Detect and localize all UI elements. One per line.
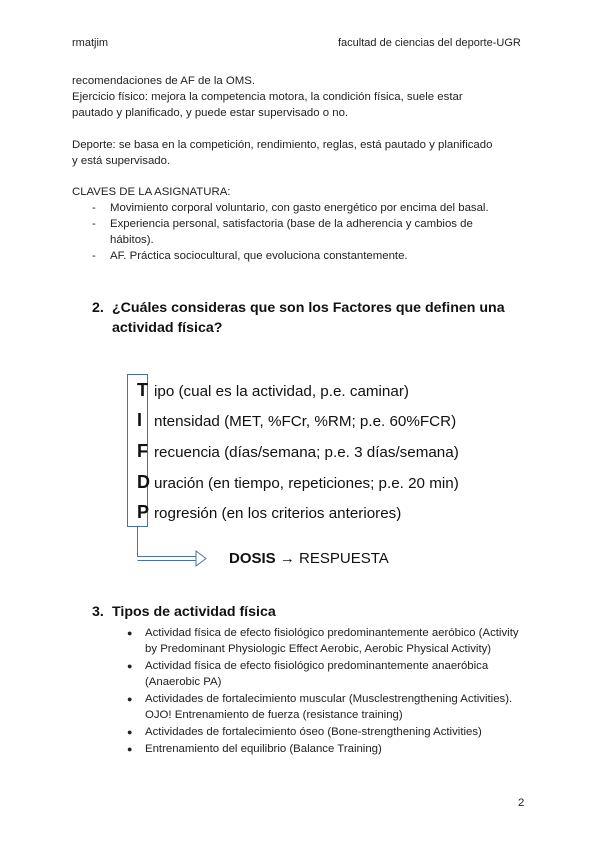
claves-title: CLAVES DE LA ASIGNATURA:	[72, 186, 231, 198]
section2-title-line2: actividad física?	[112, 320, 223, 336]
section2-title-line1: ¿Cuáles consideras que son los Factores que definen una	[112, 300, 505, 316]
list-item	[127, 724, 527, 740]
list-item	[92, 200, 532, 216]
factor-letter: I	[137, 410, 143, 430]
activity-types-list	[127, 625, 527, 758]
section3-number: 3.	[92, 604, 104, 620]
list-item-text: Experiencia personal, satisfactoria (base de la adherencia y cambios de hábitos).	[110, 218, 473, 246]
factor-letter: D	[137, 472, 150, 492]
factor-letter: F	[137, 441, 148, 461]
bullet-icon: ●	[127, 628, 133, 638]
header-faculty: facultad de ciencias del deporte-UGR	[338, 37, 521, 49]
intro-line: Ejercicio físico: mejora la competencia motora, la condición física, suele estar	[72, 91, 463, 103]
factor-row-frecuencia	[137, 441, 459, 463]
arrow-right-icon: →	[279, 550, 295, 567]
page-number: 2	[518, 797, 525, 809]
list-item-text: Actividad física de efecto fisiológico predominantemente anaeróbica (Anaerobic PA)	[145, 660, 489, 688]
dosis-respuesta	[229, 549, 389, 569]
section2-heading	[92, 298, 532, 338]
bullet-icon: ●	[127, 694, 133, 704]
factor-text: rogresión (en los criterios anteriores)	[154, 505, 402, 522]
header-author: rmatjim	[72, 37, 109, 49]
deporte-paragraph	[72, 137, 532, 169]
section2-number: 2.	[92, 300, 104, 316]
bullet-icon: ●	[127, 661, 133, 671]
section3-heading	[92, 602, 532, 622]
intro-line: recomendaciones de AF de la OMS.	[72, 75, 255, 87]
factor-row-intensidad	[137, 410, 456, 432]
factor-text: ipo (cual es la actividad, p.e. caminar)	[154, 383, 409, 400]
bullet-icon: ●	[127, 727, 133, 737]
list-item	[127, 691, 527, 723]
list-item-text: Actividades de fortalecimiento óseo (Bone-strengthening Activities)	[145, 726, 482, 738]
dash-marker: -	[92, 202, 96, 214]
section3-title: Tipos de actividad física	[112, 604, 276, 620]
factor-text: ntensidad (MET, %FCr, %RM; p.e. 60%FCR)	[154, 413, 457, 430]
deporte-line: y está supervisado.	[72, 155, 171, 167]
dash-marker: -	[92, 250, 96, 262]
list-item	[92, 216, 532, 248]
list-item	[127, 741, 527, 757]
factor-text: recuencia (días/semana; p.e. 3 días/semana)	[154, 444, 459, 461]
factor-letter: P	[137, 502, 150, 522]
list-item-text: Actividades de fortalecimiento muscular (Musclestrengthening Activities). OJO! Entrenamiento de fuerza (resistance training)	[145, 693, 513, 721]
list-item-text: AF. Práctica sociocultural, que evoluciona constantemente.	[110, 250, 408, 262]
factor-row-tipo	[137, 380, 409, 402]
dash-marker: -	[92, 218, 96, 230]
factor-row-progresion	[137, 502, 401, 524]
list-item-text: Actividad física de efecto fisiológico predominantemente aeróbico (Activity by Predominant Physiologic Effect Aerobic, Aerobic Physical Activity)	[145, 627, 519, 655]
factor-row-duracion	[137, 472, 459, 494]
deporte-line: Deporte: se basa en la competición, rendimiento, reglas, está pautado y planificado	[72, 139, 493, 151]
list-item-text: Movimiento corporal voluntario, con gasto energético por encima del basal.	[110, 202, 489, 214]
list-item-text: Entrenamiento del equilibrio (Balance Training)	[145, 743, 382, 755]
list-item	[92, 248, 532, 264]
claves-list	[92, 200, 532, 264]
list-item	[127, 625, 527, 657]
factor-text: uración (en tiempo, repeticiones; p.e. 20 min)	[154, 475, 459, 492]
factor-letter: T	[137, 380, 148, 400]
bullet-icon: ●	[127, 744, 133, 754]
list-item	[127, 658, 527, 690]
intro-paragraph	[72, 73, 532, 121]
dosis-label: DOSIS	[229, 550, 276, 567]
respuesta-label: RESPUESTA	[299, 550, 389, 567]
intro-line: pautado y planificado, y puede estar supervisado o no.	[72, 107, 349, 119]
